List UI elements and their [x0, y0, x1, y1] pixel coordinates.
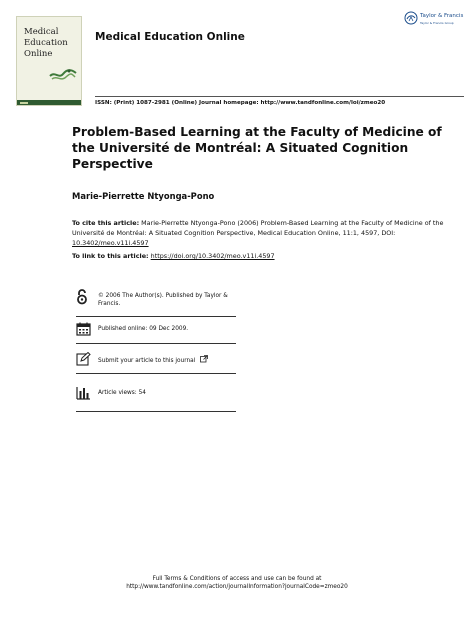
cover-bottom-bar: [17, 100, 81, 105]
footer-terms-text: Full Terms & Conditions of access and use can be found at: [152, 576, 322, 582]
edit-document-icon: [76, 352, 91, 366]
publisher-tagline: Taylor & Francis Group: [420, 21, 454, 25]
meta-divider: [76, 343, 236, 344]
publisher-logo-icon: [404, 11, 418, 25]
footer: [0, 575, 474, 591]
copyright-text: © 2006 The Author(s). Published by Taylor & Francis.: [98, 293, 228, 307]
meta-divider: [76, 411, 236, 412]
journal-cover[interactable]: [16, 16, 82, 106]
citation-block: [72, 218, 452, 248]
calendar-icon: [76, 322, 91, 336]
meta-divider: [76, 373, 236, 374]
article-link-row: [72, 252, 275, 260]
submit-article-text[interactable]: [98, 355, 238, 365]
footer-terms-link[interactable]: http://www.tandfonline.com/action/journalInformation?journalCode=zmeo20: [126, 584, 348, 590]
publisher-name: Taylor & Francis: [420, 13, 464, 19]
published-date: Published online: 09 Dec 2009.: [98, 326, 189, 332]
submit-article-link[interactable]: Submit your article to this journal: [98, 358, 196, 364]
meta-divider: [76, 316, 236, 317]
citation-label: To cite this article:: [72, 219, 140, 227]
article-title: Problem-Based Learning at the Faculty of Medicine of the Université de Montréal: A Situated Cognition Perspective: [72, 125, 442, 171]
external-link-icon: [200, 355, 208, 363]
header-divider: [95, 96, 464, 97]
cover-illustration-icon: [49, 67, 77, 83]
views-row: [76, 386, 236, 400]
citation-doi-link[interactable]: 10.3402/meo.v11i.4597: [72, 239, 149, 247]
article-views: Article views: 54: [98, 390, 146, 396]
article-author: Marie-Pierrette Ntyonga-Pono: [72, 191, 215, 201]
publisher-logo[interactable]: [404, 11, 464, 31]
copyright-row: [76, 289, 236, 315]
journal-name: Medical Education Online: [95, 31, 245, 43]
cover-title: Medical Education Online: [24, 27, 68, 59]
article-doi-url[interactable]: https://doi.org/10.3402/meo.v11i.4597: [150, 252, 275, 260]
citation-text: Marie-Pierrette Ntyonga-Pono (2006) Problem-Based Learning at the Faculty of Medicine of the Université de Montréal: A Situated Cognition Perspective, Medical Education Online, 11:1, 4597, DOI:: [72, 219, 444, 237]
submit-row[interactable]: [76, 352, 236, 366]
bar-chart-icon: [76, 386, 91, 400]
issn-line[interactable]: ISSN: (Print) 1087-2981 (Online) Journal homepage: http://www.tandfonline.com/loi/zmeo20: [95, 100, 386, 106]
link-label: To link to this article:: [72, 252, 149, 260]
open-access-icon: [76, 289, 88, 305]
published-row: [76, 322, 236, 336]
